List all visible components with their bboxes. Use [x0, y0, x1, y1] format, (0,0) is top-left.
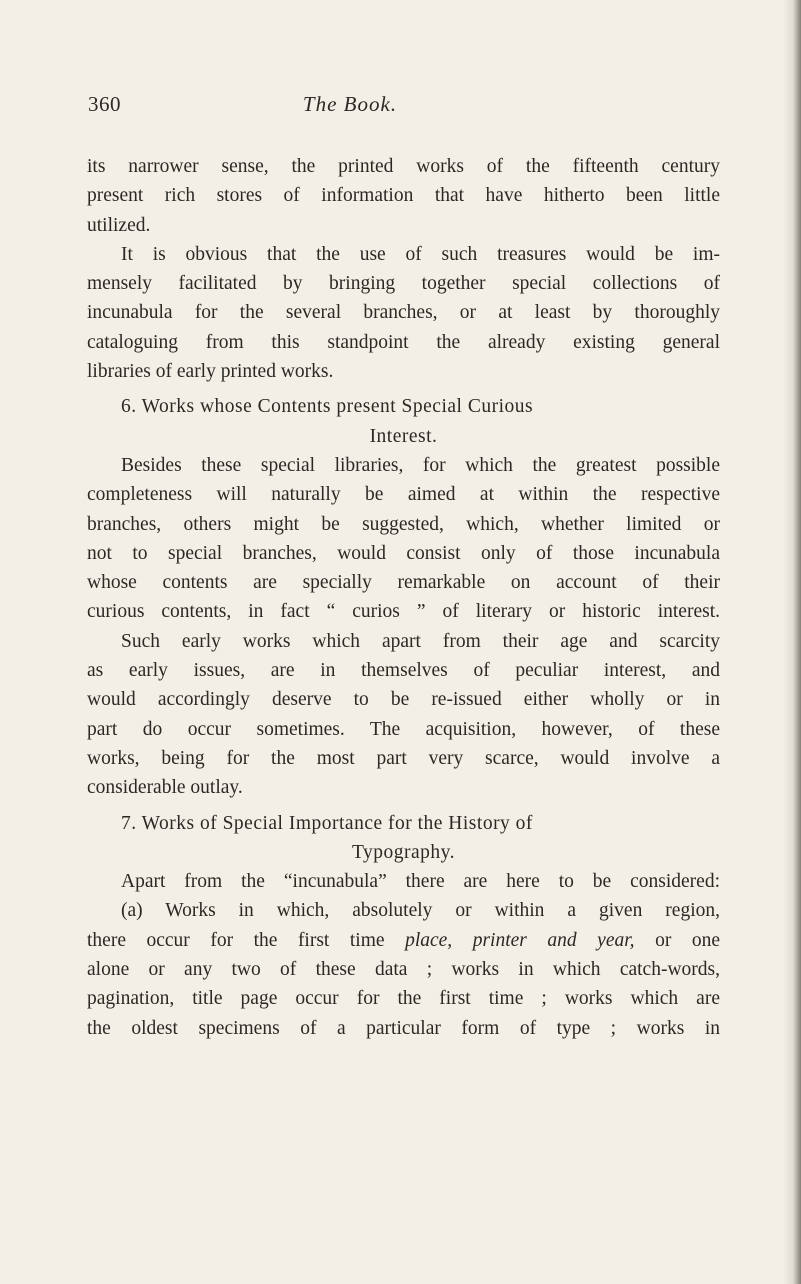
text-line: incunabula for the several branches, or at least by thoroughly — [87, 302, 720, 324]
text-segment: or one — [634, 929, 720, 951]
text-line: would accordingly deserve to be re-issued either wholly or in — [87, 689, 720, 711]
text-line: works, being for the most part very scarce, would involve a — [87, 747, 720, 769]
text-line-mixed — [87, 926, 720, 955]
body-text — [87, 152, 720, 1043]
text-line: present rich stores of information that have hitherto been little — [87, 185, 720, 207]
text-line: Such early works which apart from their age and scarcity — [121, 630, 720, 652]
text-line: considerable outlay. — [87, 777, 243, 799]
text-line: the oldest specimens of a particular form of type ; works in — [87, 1017, 720, 1039]
page-edge-shadow — [783, 0, 801, 1284]
text-line: its narrower sense, the printed works of the fifteenth century — [87, 156, 720, 177]
running-title: The Book. — [302, 92, 398, 116]
text-line: as early issues, are in themselves of peculiar interest, and — [87, 660, 720, 682]
text-line: Besides these special libraries, for which the greatest possible — [121, 454, 720, 476]
text-line: completeness will naturally be aimed at within the respective — [87, 484, 720, 506]
text-line: not to special branches, would consist only of those incunabula — [87, 542, 720, 564]
text-line: alone or any two of these data ; works in which catch-words, — [87, 959, 720, 981]
text-segment: there occur for the first time — [87, 929, 406, 951]
text-line: Apart from the “incunabula” there are here to be considered: — [121, 871, 720, 893]
section-heading: Typography. — [351, 841, 456, 863]
italic-text-segment: place, printer and year, — [405, 929, 635, 951]
section-heading: Interest. — [369, 425, 438, 447]
text-line: (a) Works in which, absolutely or within a given region, — [121, 900, 720, 922]
text-line: utilized. — [87, 214, 151, 236]
section-heading: 6. Works whose Contents present Special Curious — [121, 396, 534, 418]
page-number: 360 — [88, 92, 121, 116]
text-line: It is obvious that the use of such treasures would be im- — [121, 243, 720, 265]
page-header — [0, 92, 801, 132]
text-line: mensely facilitated by bringing together special collections of — [87, 273, 720, 295]
text-line: cataloguing from this standpoint the already existing general — [87, 331, 720, 353]
text-line: branches, others might be suggested, which, whether limited or — [87, 513, 720, 535]
text-line: libraries of early printed works. — [87, 361, 334, 383]
text-line: curious contents, in fact “ curios ” of literary or historic interest. — [87, 601, 720, 623]
text-line: part do occur sometimes. The acquisition, however, of these — [87, 718, 720, 740]
text-line: pagination, title page occur for the first time ; works which are — [87, 988, 720, 1010]
text-line: whose contents are specially remarkable on account of their — [87, 572, 720, 594]
section-heading: 7. Works of Special Importance for the History of — [121, 812, 533, 834]
